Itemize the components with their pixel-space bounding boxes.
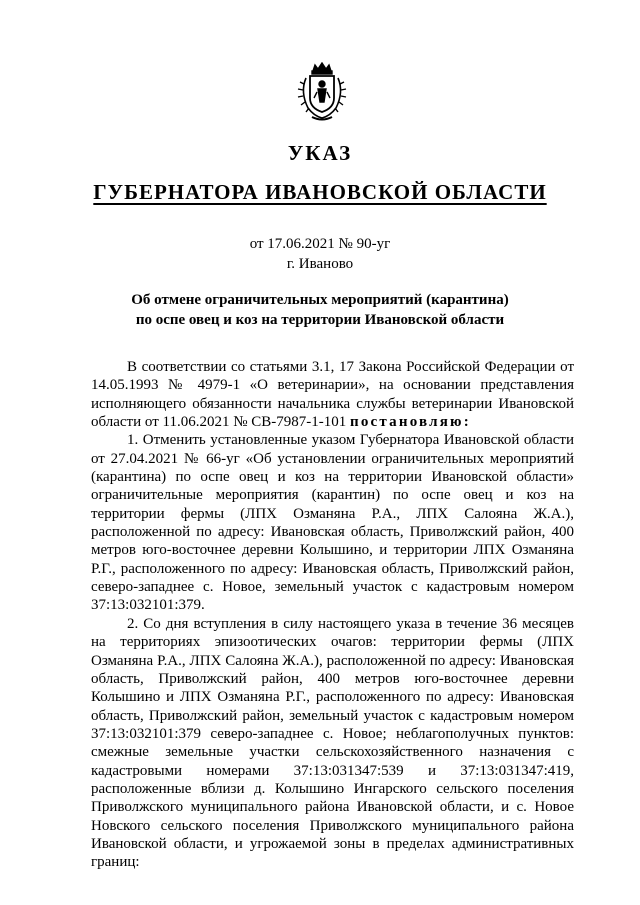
document-city: г. Иваново bbox=[286, 256, 354, 272]
decree-word: постановляю: bbox=[350, 414, 471, 431]
document-date-block bbox=[0, 234, 640, 274]
document-title: УКАЗ bbox=[287, 141, 353, 165]
heading-line-1: Об отмене ограничительных мероприятий (карантина) bbox=[131, 292, 509, 308]
coat-of-arms-icon bbox=[296, 62, 348, 124]
document-heading bbox=[0, 290, 640, 330]
item-2-paragraph: 2. Со дня вступления в силу настоящего указа в течение 36 месяцев на территориях эпизоотических очагов: территории фермы (ЛПХ Озманяна Р.А., ЛПХ Салояна Ж.А.), расположенной по адресу: Ивановская область, Приволжский район, 400 метров юго-восточнее деревни Колышино и ЛПХ Озманяна Р.Г., расположенного по адресу: Ивановская область, Приволжский район, земельный участок с кадастровым номером 37:13:032101:379 северо-западнее с. Новое; неблагополучных пунктов: смежные земельные участки сельскохозяйственного назначения с кадастровыми номерами 37:13:031347:539 и 37:13:031347:419, расположенные вблизи д. Колышино Ингарского сельского поселения Приволжского муниципального района Ивановской области, и с. Новое Новского сельского поселения Приволжского муниципального района Ивановской области, и угрожаемой зоны в пределах административных границ: bbox=[91, 615, 574, 871]
document-date-number: от 17.06.2021 № 90-уг bbox=[249, 236, 391, 252]
item-1-paragraph: 1. Отменить установленные указом Губернатора Ивановской области от 27.04.2021 № 66-уг «Об установлении ограничительных мероприятий (карантина) по оспе овец и коз на территории Ивановской области» ограничительные мероприятия (карантин) по оспе овец и коз на территории фермы (ЛПХ Озманяна Р.А., ЛПХ Салояна Ж.А.), расположенной по адресу: Ивановская область, Приволжский район, 400 метров юго-восточнее деревни Колышино, и территории ЛПХ Озманяна Р.Г., расположенного по адресу: Ивановская область, Приволжский район, северо-западнее с. Новое, земельный участок с кадастровым номером 37:13:032101:379. bbox=[91, 432, 574, 614]
intro-text: В соответствии со статьями 3.1, 17 Закона Российской Федерации от 14.05.1993 № 4979-1 «О ветеринарии», на основании представления исполняющего обязанности начальника службы ветеринарии Ивановской области от 11.06.2021 № СВ-7987-1-101 bbox=[91, 359, 574, 431]
document-body bbox=[91, 358, 574, 872]
intro-paragraph bbox=[91, 358, 574, 431]
heading-line-2: по оспе овец и коз на территории Ивановской области bbox=[135, 312, 505, 328]
document-subtitle: ГУБЕРНАТОРА ИВАНОВСКОЙ ОБЛАСТИ bbox=[93, 180, 547, 204]
